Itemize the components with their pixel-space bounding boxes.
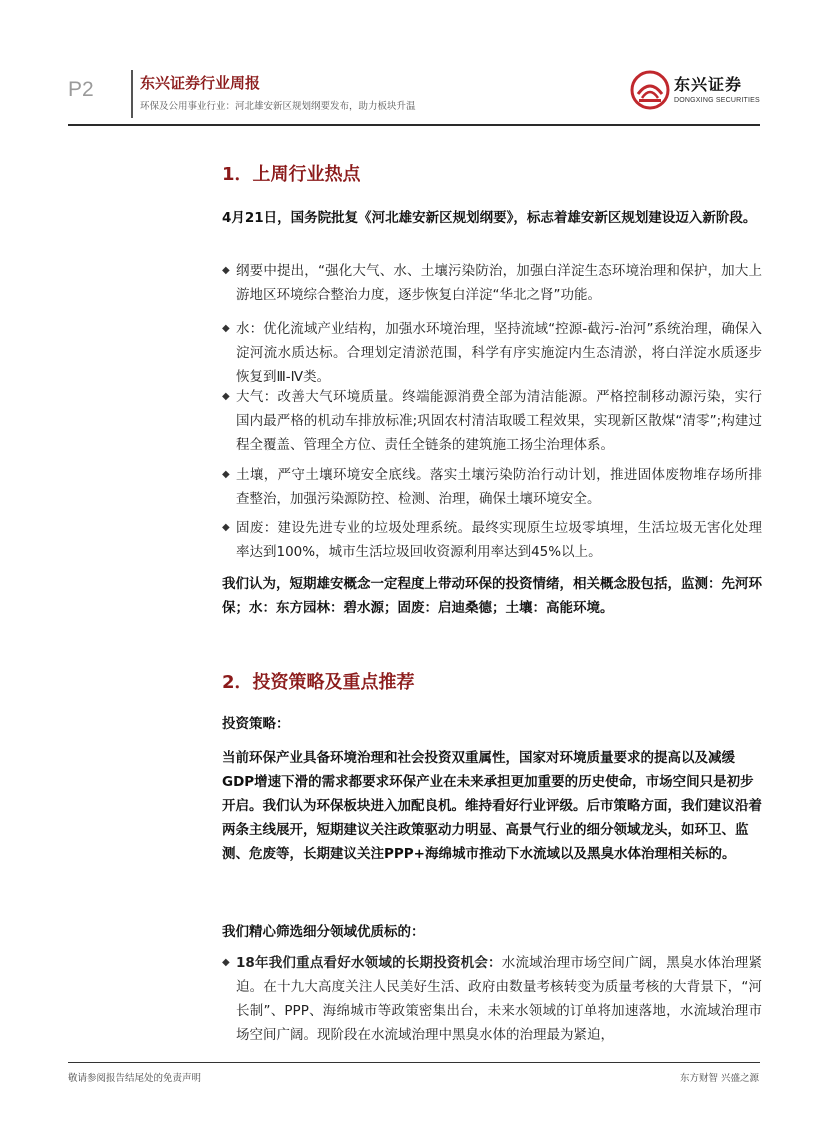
header-rule — [68, 124, 760, 126]
strategy-label: 投资策略： — [222, 716, 290, 732]
list-item — [222, 463, 762, 511]
section-1-conclusion: 我们认为，短期雄安概念一定程度上带动环保的投资情绪，相关概念股包括，监测：先河环保；水：东方园林：碧水源；固废：启迪桑德；土壤：高能环境。 — [222, 576, 762, 616]
bullet-text: 纲要中提出，“强化大气、水、土壤污染防治，加强白洋淀生态环境治理和保护，加大上游地区环境综合整治力度，逐步恢复白洋淀“华北之肾”功能。 — [236, 263, 762, 303]
company-logo — [630, 70, 760, 112]
report-subtitle: 环保及公用事业行业：河北雄安新区规划纲要发布，助力板块升温 — [140, 101, 416, 112]
page-number: P2 — [68, 78, 94, 101]
footer-slogan: 东方财智 兴盛之源 — [679, 1073, 759, 1084]
logo-english-name: DONGXING SECURITIES — [674, 97, 760, 104]
page-header — [0, 0, 827, 126]
diamond-bullet-icon: ◆ — [222, 469, 230, 480]
list-item — [222, 516, 762, 564]
diamond-bullet-icon: ◆ — [222, 265, 230, 276]
report-series-title: 东兴证券行业周报 — [140, 74, 261, 92]
list-item — [222, 259, 762, 307]
logo-mark-icon — [630, 70, 670, 110]
diamond-bullet-icon: ◆ — [222, 323, 230, 334]
footer-rule — [68, 1062, 760, 1063]
diamond-bullet-icon: ◆ — [222, 391, 230, 402]
bullet-text: 土壤，严守土壤环境安全底线。落实土壤污染防治行动计划，推进固体废物堆存场所排查整治，加强污染源防控、检测、治理，确保土壤环境安全。 — [236, 467, 762, 507]
list-item — [222, 951, 762, 1047]
section-1-intro: 4月21日，国务院批复《河北雄安新区规划纲要》，标志着雄安新区规划建设迈入新阶段。 — [222, 210, 757, 226]
bullet-text — [222, 951, 762, 1047]
bullet-text: 大气：改善大气环境质量。终端能源消费全部为清洁能源。严格控制移动源污染，实行国内最严格的机动车排放标准;巩固农村清洁取暖工程效果，实现新区散煤“清零”;构建过程全覆盖、管理全方位、责任全链条的建筑施工扬尘治理体系。 — [236, 389, 762, 453]
section-1-title: 1．上周行业热点 — [222, 164, 361, 185]
picks-label: 我们精心筛选细分领域优质标的： — [222, 924, 425, 940]
pick-lead: 18年我们重点看好水领域的长期投资机会： — [236, 955, 502, 971]
disclaimer-note: 敬请参阅报告结尾处的免责声明 — [68, 1073, 202, 1084]
diamond-bullet-icon: ◆ — [222, 522, 230, 533]
list-item — [222, 385, 762, 457]
strategy-text: 当前环保产业具备环境治理和社会投资双重属性，国家对环境质量要求的提高以及减缓GDP增速下滑的需求都要求环保产业在未来承担更加重要的历史使命，市场空间只是初步开启。我们认为环保板块进入加配良机。维持看好行业评级。后市策略方面，我们建议沿着两条主线展开，短期建议关注政策驱动力明显、高景气行业的细分领域龙头，如环卫、监测、危废等，长期建议关注PPP+海绵城市推动下水流域以及黑臭水体治理相关标的。 — [222, 750, 762, 862]
list-item — [222, 317, 762, 389]
diamond-bullet-icon: ◆ — [222, 957, 230, 968]
bullet-text: 水：优化流域产业结构，加强水环境治理，坚持流域“控源-截污-治河”系统治理，确保入淀河流水质达标。合理划定清淤范围，科学有序实施淀内生态清淤，将白洋淀水质逐步恢复到Ⅲ-Ⅳ类。 — [236, 321, 762, 385]
logo-chinese-name: 东兴证券 — [674, 75, 743, 94]
pick-text: 水流域治理市场空间广阔，黑臭水体治理紧迫。在十九大高度关注人民美好生活、政府由数量考核转变为质量考核的大背景下，“河长制”、PPP、海绵城市等政策密集出台，未来水领域的订单将加速落地，水流域治理市场空间广阔。现阶段在水流域治理中黑臭水体的治理最为紧迫， — [236, 955, 762, 1043]
section-2-title: 2．投资策略及重点推荐 — [222, 672, 415, 693]
header-divider — [131, 70, 133, 118]
bullet-text: 固废：建设先进专业的垃圾处理系统。最终实现原生垃圾零填埋，生活垃圾无害化处理率达到100%，城市生活垃圾回收资源利用率达到45%以上。 — [236, 520, 762, 560]
